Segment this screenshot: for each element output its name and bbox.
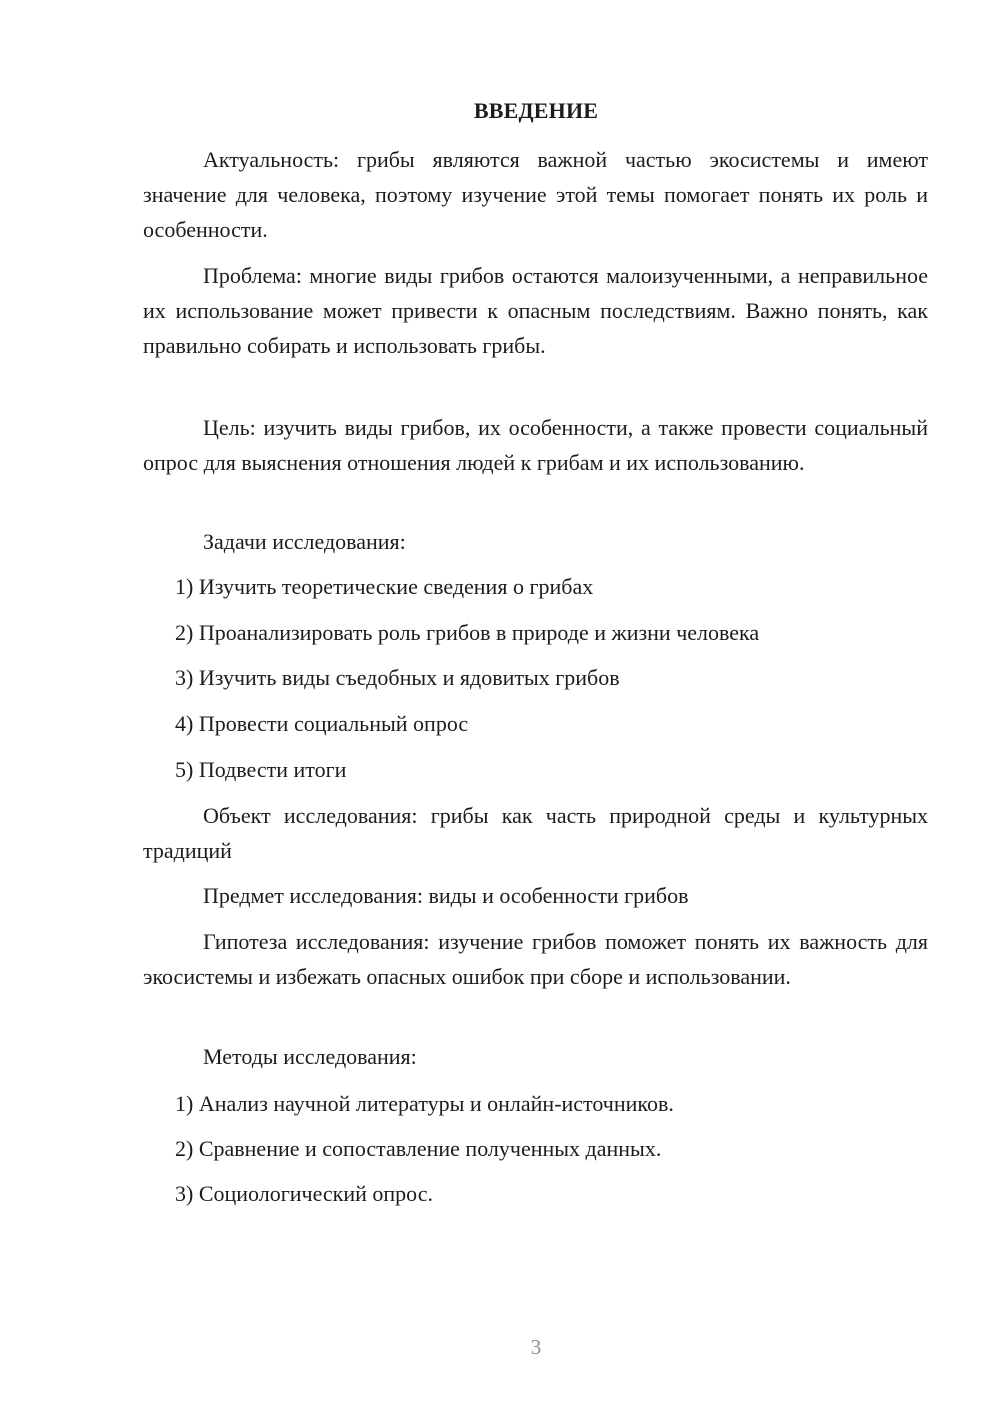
hypothesis-paragraph: Гипотеза исследования: изучение грибов поможет понять их важность для экосистемы и избежать опасных ошибок при сборе и использовании.	[143, 929, 928, 989]
task-item: 5) Подвести итоги	[175, 757, 347, 782]
methods-heading: Методы исследования:	[203, 1044, 417, 1069]
method-item: 2) Сравнение и сопоставление полученных данных.	[175, 1136, 662, 1161]
tasks-heading: Задачи исследования:	[203, 529, 406, 554]
page-number: 3	[530, 1335, 542, 1359]
goal-paragraph: Цель: изучить виды грибов, их особенности, а также провести социальный опрос для выяснения отношения людей к грибам и их использованию.	[143, 415, 928, 475]
subject-line: Предмет исследования: виды и особенности грибов	[203, 883, 689, 908]
problem-paragraph: Проблема: многие виды грибов остаются малоизученными, а неправильное их использование может привести к опасным последствиям. Важно понять, как правильно собирать и использовать грибы.	[143, 263, 928, 358]
section-heading: ВВЕДЕНИЕ	[473, 98, 599, 123]
task-item: 2) Проанализировать роль грибов в природе и жизни человека	[175, 620, 760, 645]
task-item: 1) Изучить теоретические сведения о грибах	[175, 574, 594, 599]
relevance-paragraph: Актуальность: грибы являются важной частью экосистемы и имеют значение для человека, поэтому изучение этой темы помогает понять их роль и особенности.	[143, 147, 928, 242]
method-item: 1) Анализ научной литературы и онлайн-источников.	[175, 1091, 674, 1116]
task-item: 3) Изучить виды съедобных и ядовитых грибов	[175, 665, 620, 690]
method-item: 3) Социологический опрос.	[175, 1181, 433, 1206]
task-item: 4) Провести социальный опрос	[175, 711, 469, 736]
object-paragraph: Объект исследования: грибы как часть природной среды и культурных традиций	[143, 803, 928, 863]
